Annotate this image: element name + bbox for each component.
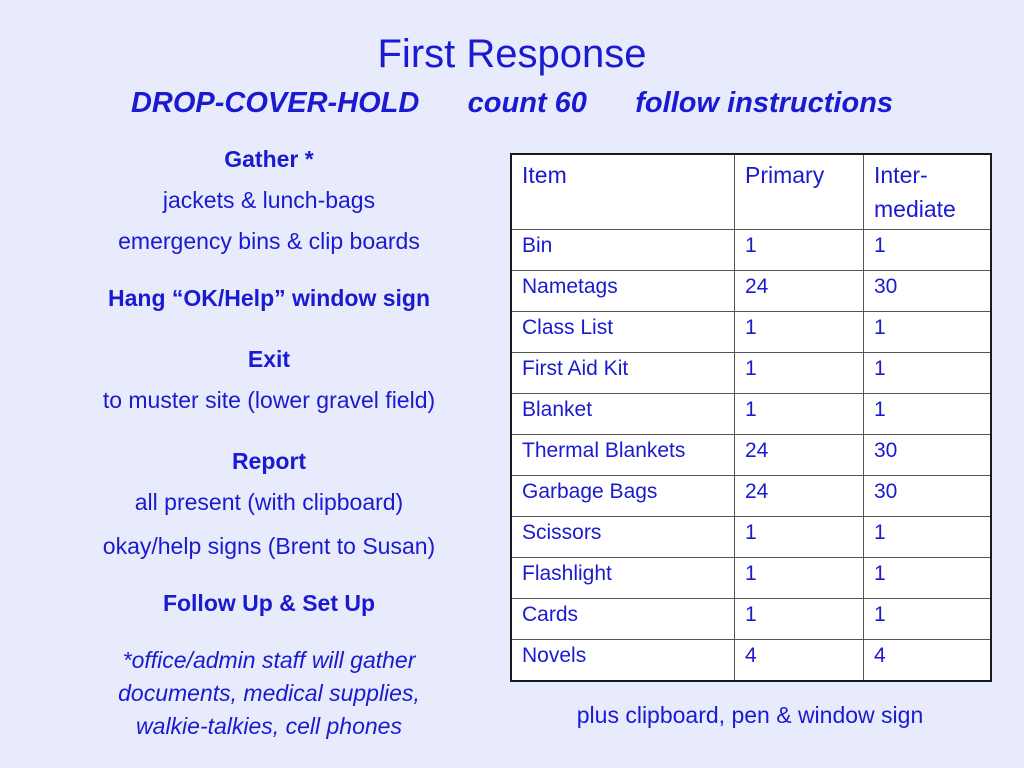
intermediate-cell: 30	[864, 435, 992, 476]
primary-cell: 1	[735, 517, 864, 558]
column-header-item: Item	[511, 154, 735, 230]
staff-note-line-3: walkie-talkies, cell phones	[136, 713, 402, 739]
table-row	[511, 435, 991, 476]
exit-line: to muster site (lower gravel field)	[102, 387, 436, 413]
intermediate-cell: 1	[864, 230, 992, 271]
item-cell: Nametags	[511, 271, 735, 312]
table-row	[511, 599, 991, 640]
hang-sign-instruction: Hang “OK/Help” window sign	[108, 285, 430, 311]
table-row	[511, 353, 991, 394]
primary-cell: 1	[735, 394, 864, 435]
primary-cell: 1	[735, 558, 864, 599]
intermediate-cell: 1	[864, 394, 992, 435]
primary-cell: 1	[735, 353, 864, 394]
item-cell: Cards	[511, 599, 735, 640]
report-line-2: okay/help signs (Brent to Susan)	[102, 533, 436, 559]
primary-cell: 1	[735, 599, 864, 640]
item-cell: Flashlight	[511, 558, 735, 599]
item-cell: Scissors	[511, 517, 735, 558]
primary-cell: 24	[735, 271, 864, 312]
item-cell: Thermal Blankets	[511, 435, 735, 476]
primary-cell: 1	[735, 312, 864, 353]
staff-note-line-2: documents, medical supplies,	[118, 680, 420, 706]
table-body	[511, 230, 991, 682]
primary-cell: 1	[735, 230, 864, 271]
supplies-table	[510, 153, 992, 682]
item-cell: Garbage Bags	[511, 476, 735, 517]
intermediate-header-text: Inter- mediate	[874, 162, 956, 222]
report-heading: Report	[231, 448, 307, 474]
table-row	[511, 476, 991, 517]
item-cell: Bin	[511, 230, 735, 271]
intermediate-cell: 1	[864, 353, 992, 394]
table-footnote: plus clipboard, pen & window sign	[576, 702, 924, 728]
gather-line-2: emergency bins & clip boards	[118, 228, 420, 254]
intermediate-cell: 1	[864, 599, 992, 640]
item-cell: Class List	[511, 312, 735, 353]
slide-title: First Response	[377, 32, 647, 76]
item-cell: Blanket	[511, 394, 735, 435]
exit-heading: Exit	[247, 346, 291, 372]
slide-subtitle: DROP-COVER-HOLD count 60 follow instructions	[130, 87, 894, 119]
primary-cell: 4	[735, 640, 864, 682]
intermediate-cell: 1	[864, 517, 992, 558]
item-cell: Novels	[511, 640, 735, 682]
table-row	[511, 517, 991, 558]
staff-note-line-1: *office/admin staff will gather	[122, 647, 416, 673]
column-header-primary: Primary	[735, 154, 864, 230]
table-row	[511, 558, 991, 599]
primary-cell: 24	[735, 435, 864, 476]
column-header-intermediate	[864, 154, 992, 230]
intermediate-cell: 4	[864, 640, 992, 682]
table-row	[511, 394, 991, 435]
table-row	[511, 230, 991, 271]
intermediate-cell: 30	[864, 476, 992, 517]
primary-cell: 24	[735, 476, 864, 517]
table-row	[511, 271, 991, 312]
intermediate-cell: 1	[864, 558, 992, 599]
follow-up-heading: Follow Up & Set Up	[162, 590, 376, 616]
gather-heading: Gather *	[224, 146, 314, 172]
table-row	[511, 640, 991, 682]
item-cell: First Aid Kit	[511, 353, 735, 394]
gather-line-1: jackets & lunch-bags	[162, 187, 376, 213]
table-header-row	[511, 154, 991, 230]
table-row	[511, 312, 991, 353]
report-line-1: all present (with clipboard)	[134, 489, 404, 515]
instructions-column	[40, 140, 498, 740]
intermediate-cell: 1	[864, 312, 992, 353]
intermediate-cell: 30	[864, 271, 992, 312]
